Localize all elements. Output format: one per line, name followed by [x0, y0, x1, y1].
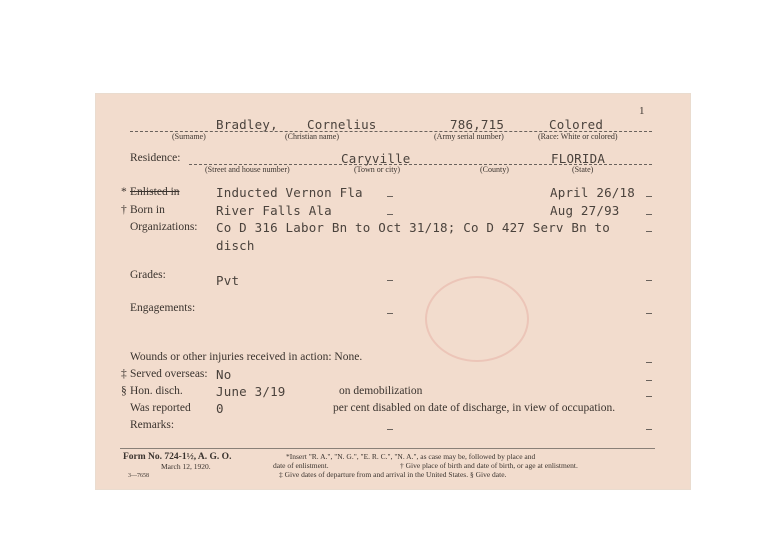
- serial-number-value: 786,715: [450, 117, 505, 132]
- wounds-text: Wounds or other injuries received in action: None.: [130, 351, 363, 363]
- enlisted-value: Inducted Vernon Fla: [216, 185, 363, 200]
- form-date: March 12, 1920.: [161, 462, 211, 471]
- christian-name-caption: (Christian name): [285, 132, 339, 141]
- footnote-overseas: ‡ Give dates of departure from and arrival in the United States. § Give date.: [279, 470, 507, 479]
- faded-stamp: [425, 276, 529, 362]
- residence-town-value: Caryville: [341, 151, 411, 166]
- county-caption: (County): [480, 165, 509, 174]
- footer-rule: [120, 448, 655, 449]
- enlisted-dash: [387, 196, 393, 197]
- form-number: Form No. 724-1½, A. G. O.: [123, 452, 232, 462]
- reported-note: per cent disabled on date of discharge, in view of occupation.: [333, 402, 616, 414]
- grades-dash: [387, 280, 393, 281]
- footnote-birth: † Give place of birth and date of birth, or age at enlistment.: [400, 461, 578, 470]
- born-date-dash: [646, 214, 652, 215]
- organizations-line-1: Co D 316 Labor Bn to Oct 31/18; Co D 427 Serv Bn to: [216, 220, 611, 235]
- hon-disch-note: on demobilization: [339, 385, 423, 397]
- hon-mark: §: [121, 385, 127, 397]
- hon-disch-value: June 3/19: [216, 384, 286, 399]
- remarks-label: Remarks:: [130, 419, 175, 431]
- born-label: Born in: [130, 204, 165, 216]
- reported-label: Was reported: [130, 402, 191, 414]
- remarks-dash: [387, 429, 393, 430]
- overseas-label: Served overseas:: [130, 368, 208, 380]
- footnote-enlistment-cont: date of enlistment.: [273, 461, 329, 470]
- engagements-label: Engagements:: [130, 302, 196, 314]
- born-mark: †: [121, 204, 127, 216]
- overseas-value: No: [216, 367, 232, 382]
- footnote-enlistment: *Insert "R. A.", "N. G.", "E. R. C.", "N. A.", as case may be, followed by place and: [286, 452, 536, 461]
- born-date: Aug 27/93: [550, 203, 620, 218]
- grades-label: Grades:: [130, 269, 166, 281]
- engagements-dash: [387, 313, 393, 314]
- remarks-end-dash: [646, 429, 652, 430]
- enlisted-label: Enlisted in: [130, 186, 180, 198]
- enlisted-date: April 26/18: [550, 185, 635, 200]
- grades-value: Pvt: [216, 273, 240, 288]
- race-value: Colored: [549, 117, 604, 132]
- service-record-card: [95, 93, 691, 490]
- town-caption: (Town or city): [354, 165, 401, 174]
- organizations-line-2: disch: [216, 238, 255, 253]
- surname-value: Bradley,: [216, 117, 278, 132]
- enlisted-mark: *: [121, 186, 127, 198]
- overseas-mark: ‡: [121, 368, 127, 380]
- surname-caption: (Surname): [172, 132, 206, 141]
- serial-number-caption: (Army serial number): [434, 132, 504, 141]
- organizations-dash: [646, 231, 652, 232]
- enlisted-date-dash: [646, 196, 652, 197]
- hon-disch-label: Hon. disch.: [130, 385, 183, 397]
- grades-end-dash: [646, 280, 652, 281]
- wounds-dash: [646, 362, 652, 363]
- born-dash: [387, 214, 393, 215]
- residence-state-value: FLORIDA: [551, 151, 606, 166]
- overseas-dash: [646, 380, 652, 381]
- residence-label: Residence:: [130, 152, 181, 164]
- christian-name-value: Cornelius: [307, 117, 377, 132]
- organizations-label: Organizations:: [130, 221, 198, 233]
- reported-value: 0: [216, 401, 224, 416]
- race-caption: (Race: White or colored): [538, 132, 618, 141]
- form-code: 3—7658: [128, 473, 149, 479]
- born-value: River Falls Ala: [216, 203, 332, 218]
- corner-mark: 1: [639, 105, 645, 117]
- engagements-end-dash: [646, 313, 652, 314]
- hon-disch-dash: [646, 396, 652, 397]
- street-caption: (Street and house number): [205, 165, 290, 174]
- state-caption: (State): [572, 165, 594, 174]
